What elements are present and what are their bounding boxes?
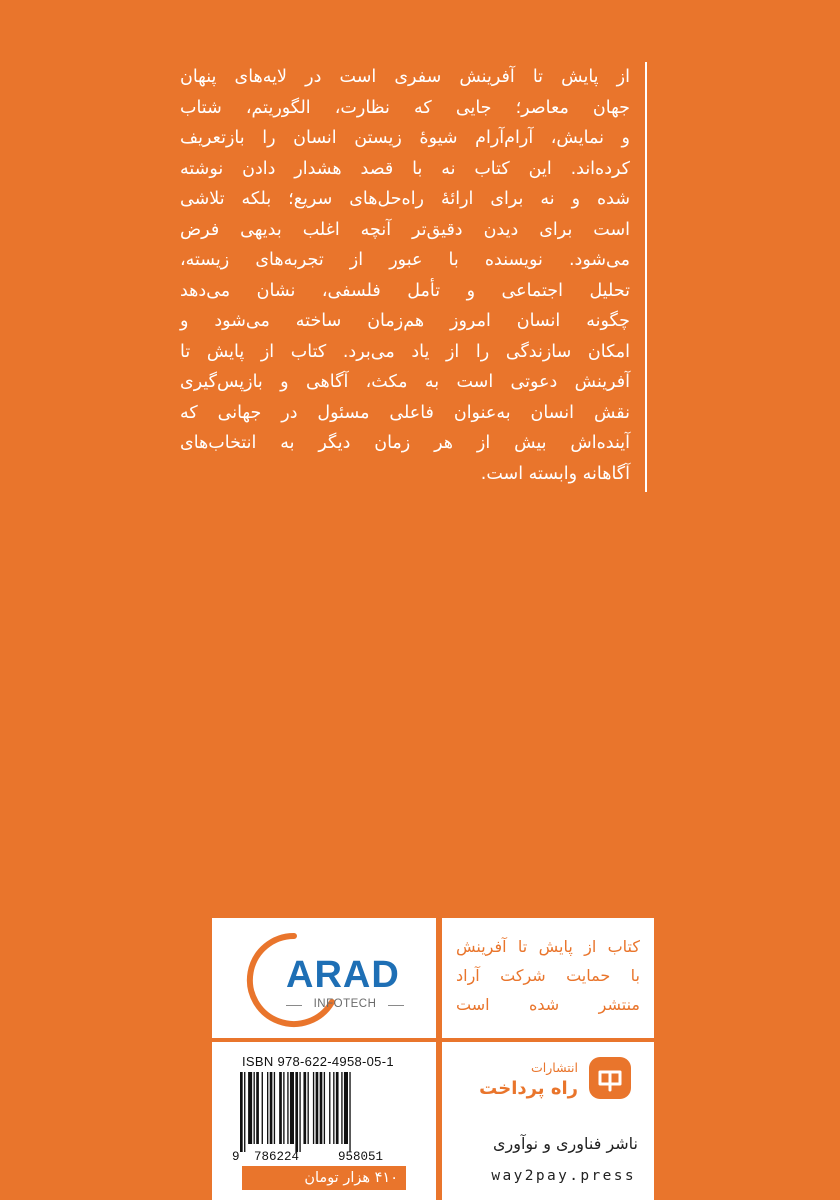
- publisher-name: راه پرداخت: [479, 1078, 578, 1099]
- barcode-lead-digit: 9: [232, 1150, 240, 1164]
- sponsor-logo-panel: [212, 918, 436, 1038]
- blurb-line: آفرینش دعوتی است به مکث، آگاهی و بازپس‌گیری: [180, 372, 630, 392]
- price-label: ۴۱۰ هزار تومان: [242, 1166, 406, 1190]
- blurb-line: و نمایش، آرام‌آرام شیوهٔ زیستن انسان را بازتعریف: [180, 128, 630, 148]
- sponsor-note-panel: [442, 918, 654, 1038]
- blurb-line: چگونه انسان امروز هم‌زمان ساخته می‌شود و: [180, 311, 630, 331]
- blurb-line: تحلیل اجتماعی و تأمل فلسفی، نشان می‌دهد: [180, 280, 630, 301]
- blurb-line: امکان سازندگی را از یاد می‌برد. کتاب از پایش تا: [180, 341, 630, 362]
- barcode-panel: [212, 1042, 436, 1200]
- barcode-right-digits: 958051: [338, 1150, 384, 1164]
- publisher-label: انتشارات: [531, 1060, 578, 1075]
- blurb-rule: [645, 62, 647, 492]
- blurb-line: آگاهانه وابسته است.: [480, 463, 630, 484]
- blurb-line: آینده‌اش بیش از هر زمان دیگر به انتخاب‌های: [180, 433, 630, 453]
- blurb-text: [180, 62, 630, 489]
- blurb-line: نقش انسان به‌عنوان فاعلی مسئول در جهانی که: [180, 402, 630, 423]
- sponsor-note: [456, 932, 640, 1019]
- blurb-line: می‌شود. نویسنده با عبور از تجربه‌های زیسته،: [180, 250, 630, 270]
- publisher-logo-icon: [588, 1056, 632, 1100]
- blurb-line: شده و نه برای ارائهٔ راه‌حل‌های سریع؛ بلکه تلاشی: [180, 189, 630, 209]
- blurb-line: است برای دیدن دقیق‌تر آنچه اغلب بدیهی فرض: [180, 219, 630, 240]
- publisher-url: way2pay.press: [491, 1168, 636, 1184]
- sponsor-line: منتشر شده است: [456, 995, 640, 1014]
- blurb-line: جهان معاصر؛ جایی که نظارت، الگوریتم، شتاب: [180, 97, 630, 118]
- barcode-left-digits: 786224: [254, 1150, 300, 1164]
- back-cover-blurb: [180, 62, 630, 492]
- blurb-line: از پایش تا آفرینش سفری است در لایه‌های پنهان: [180, 67, 630, 87]
- sponsor-line: کتاب از پایش تا آفرینش: [456, 937, 640, 956]
- barcode: [238, 1072, 410, 1152]
- blurb-line: کرده‌اند. این کتاب نه با قصد هشدار دادن نوشته: [180, 158, 630, 179]
- isbn-text: ISBN 978-622-4958-05-1: [242, 1054, 394, 1069]
- publisher-tagline: ناشر فناوری و نوآوری: [492, 1134, 638, 1153]
- logo-subtitle: INFOTECH: [290, 998, 400, 1012]
- publisher-panel: [442, 1042, 654, 1200]
- sponsor-line: با حمایت شرکت آراد: [456, 966, 640, 985]
- logo-wordmark: ARAD: [286, 954, 400, 996]
